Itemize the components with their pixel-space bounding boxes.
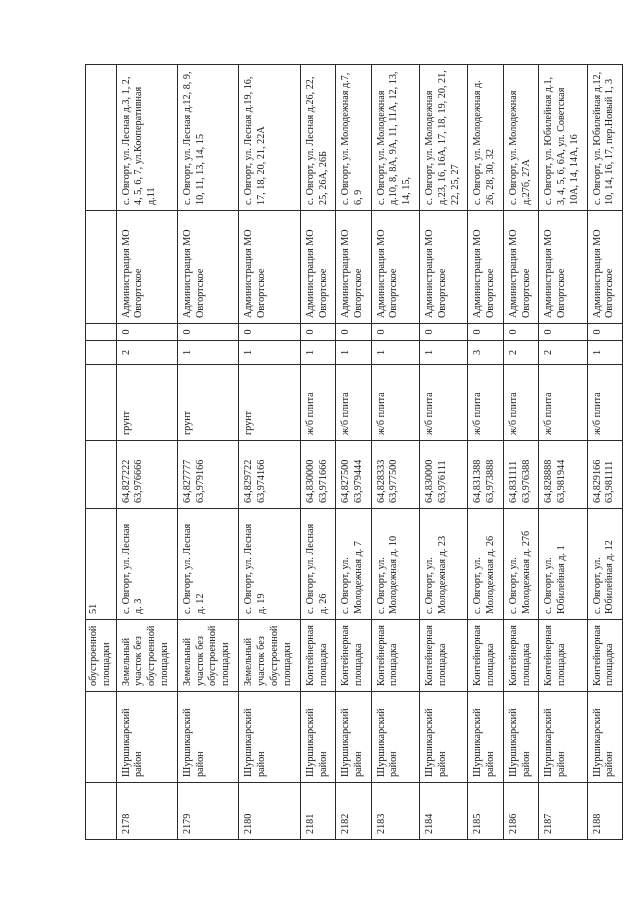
cell-coordinates: 64,831388 63,973888	[468, 441, 503, 509]
cell-site-type: Земельный участок без обустроенной площадки	[177, 620, 238, 692]
cell-planned-count: 0	[503, 324, 538, 341]
cell-served-houses: с. Овгорт, ул. Юбилейная д.1, 3, 4, 5, 6, 6А, ул. Советская 10А, 14, 14А, 16	[539, 65, 587, 211]
cell-district: Шуршикарский район	[300, 692, 335, 783]
cell-administration: Администрация МО Овгортское	[177, 211, 238, 324]
cell-number: 2180	[239, 783, 300, 840]
cell-number: 2181	[300, 783, 335, 840]
cell-district: Шуршикарский район	[587, 692, 622, 783]
cell-number: 2186	[503, 783, 538, 840]
cell-number: 2182	[336, 783, 371, 840]
cell-administration: Администрация МО Овгортское	[539, 211, 587, 324]
cell-empty	[86, 692, 117, 783]
cell-empty	[86, 341, 117, 365]
cell-administration: Администрация МО Овгортское	[587, 211, 622, 324]
cell-container-count: 2	[503, 341, 538, 365]
cell-coordinates: 64,830000 63,976111	[420, 441, 468, 509]
cell-number: 2179	[177, 783, 238, 840]
cell-surface: ж/б плита	[503, 365, 538, 441]
continuation-row	[86, 65, 117, 840]
cell-surface: ж/б плита	[587, 365, 622, 441]
cell-empty	[86, 211, 117, 324]
cell-container-count: 1	[300, 341, 335, 365]
table-row	[177, 65, 238, 840]
cell-container-count: 1	[336, 341, 371, 365]
cell-coordinates: 64,829166 63,981111	[587, 441, 622, 509]
cell-district: Шуршикарский район	[468, 692, 503, 783]
cell-district: Шуршикарский район	[420, 692, 468, 783]
cell-container-count: 1	[239, 341, 300, 365]
cell-planned-count: 0	[336, 324, 371, 341]
cell-number: 2185	[468, 783, 503, 840]
cell-site-type: Контейнерная площадка	[587, 620, 622, 692]
cell-administration: Администрация МО Овгортское	[239, 211, 300, 324]
cell-address: с. Овгорт, ул. Молодежная д. 26	[468, 509, 503, 620]
cell-planned-count: 0	[587, 324, 622, 341]
cell-coordinates: 64,828888 63,981944	[539, 441, 587, 509]
cell-district: Шуршикарский район	[336, 692, 371, 783]
table-row	[300, 65, 335, 840]
cell-site-type: Контейнерная площадка	[503, 620, 538, 692]
cell-served-houses: с. Овгорт, ул. Лесная д.19, 16, 17, 18, 20, 21, 22А	[239, 65, 300, 211]
cell-empty	[86, 65, 117, 211]
cell-number: 2183	[371, 783, 419, 840]
cell-administration: Администрация МО Овгортское	[468, 211, 503, 324]
cell-served-houses: с. Овгорт, ул. Юбилейная д.12, 10, 14, 16, 17, пер.Новый 1, 3	[587, 65, 622, 211]
cell-empty	[86, 324, 117, 341]
cell-container-count: 1	[420, 341, 468, 365]
cell-administration: Администрация МО Овгортское	[300, 211, 335, 324]
cell-coordinates: 64,827777 63,979166	[177, 441, 238, 509]
cell-address: с. Овгорт, ул. Юбилейная д. 1	[539, 509, 587, 620]
cell-container-count: 1	[177, 341, 238, 365]
cell-address: с. Овгорт, ул. Лесная д. 19	[239, 509, 300, 620]
rotated-table-sheet	[85, 65, 623, 840]
cell-planned-count: 0	[239, 324, 300, 341]
cell-address: с. Овгорт, ул. Лесная д. 3	[116, 509, 177, 620]
cell-served-houses: с. Овгорт, ул. Молодежная д.7, 6, 9	[336, 65, 371, 211]
cell-address: с. Овгорт, ул. Лесная д. 26	[300, 509, 335, 620]
cell-site-type: Земельный участок без обустроенной площадки	[239, 620, 300, 692]
cell-container-count: 1	[371, 341, 419, 365]
waste-sites-registry-table	[85, 64, 623, 840]
cell-site-type: Контейнерная площадка	[300, 620, 335, 692]
cell-coordinates: 64,830000 63,971666	[300, 441, 335, 509]
cell-coordinates: 64,831111 63,976388	[503, 441, 538, 509]
cell-site-type: Контейнерная площадка	[371, 620, 419, 692]
table-row	[587, 65, 622, 840]
cell-address: с. Овгорт, ул. Молодежная д. 10	[371, 509, 419, 620]
cell-served-houses: с. Овгорт, ул. Лесная д.26, 22, 25, 26А, 26Б	[300, 65, 335, 211]
cell-address: с. Овгорт, ул. Молодежная д. 7	[336, 509, 371, 620]
cell-container-count: 2	[116, 341, 177, 365]
cell-address: с. Овгорт, ул. Лесная д. 12	[177, 509, 238, 620]
cell-district: Шуршикарский район	[371, 692, 419, 783]
cell-surface: грунт	[116, 365, 177, 441]
cell-coordinates: 64,827222 63,976666	[116, 441, 177, 509]
cell-coordinates: 64,829722 63,974166	[239, 441, 300, 509]
cell-site-type: Контейнерная площадка	[468, 620, 503, 692]
cell-planned-count: 0	[300, 324, 335, 341]
cell-surface: ж/б плита	[539, 365, 587, 441]
cell-site-type: Контейнерная площадка	[420, 620, 468, 692]
cell-planned-count: 0	[177, 324, 238, 341]
table-row	[116, 65, 177, 840]
cell-served-houses: с. Овгорт, ул. Молодежная д.10, 8, 8А, 9А, 11, 11А, 12, 13, 14, 15,	[371, 65, 419, 211]
cell-type-continuation: обустроенной площадки	[86, 620, 117, 692]
cell-surface: ж/б плита	[336, 365, 371, 441]
cell-served-houses: с. Овгорт, ул. Лесная д.3, 1, 2, 4, 5, 6, 7, ул.Кооперативная д.11	[116, 65, 177, 211]
cell-district: Шуршикарский район	[239, 692, 300, 783]
cell-administration: Администрация МО Овгортское	[371, 211, 419, 324]
cell-served-houses: с. Овгорт, ул. Молодежная д.23, 16, 16А, 17, 18, 19, 20, 21, 22, 25, 27	[420, 65, 468, 211]
cell-empty	[86, 783, 117, 840]
cell-surface: ж/б плита	[468, 365, 503, 441]
table-row	[503, 65, 538, 840]
cell-district: Шуршикарский район	[503, 692, 538, 783]
cell-district: Шуршикарский район	[116, 692, 177, 783]
table-row	[336, 65, 371, 840]
cell-container-count: 1	[587, 341, 622, 365]
cell-surface: ж/б плита	[420, 365, 468, 441]
cell-site-type: Контейнерная площадка	[336, 620, 371, 692]
table-row	[371, 65, 419, 840]
cell-empty	[86, 441, 117, 509]
cell-site-type: Земельный участок без обустроенной площадки	[116, 620, 177, 692]
cell-empty	[86, 365, 117, 441]
cell-number: 2184	[420, 783, 468, 840]
cell-number: 2187	[539, 783, 587, 840]
cell-surface: грунт	[177, 365, 238, 441]
table-row	[239, 65, 300, 840]
cell-address: с. Овгорт, ул. Молодежная д. 27б	[503, 509, 538, 620]
cell-surface: грунт	[239, 365, 300, 441]
cell-administration: Администрация МО Овгортское	[116, 211, 177, 324]
cell-planned-count: 0	[468, 324, 503, 341]
cell-planned-count: 0	[116, 324, 177, 341]
cell-served-houses: с. Овгорт, ул. Молодежная д.27б, 27А	[503, 65, 538, 211]
cell-planned-count: 0	[371, 324, 419, 341]
cell-administration: Администрация МО Овгортское	[336, 211, 371, 324]
cell-served-houses: с. Овгорт, ул. Молодежная д. 26, 28, 30, 32	[468, 65, 503, 211]
cell-address: с. Овгорт, ул. Юбилейная д. 12	[587, 509, 622, 620]
cell-district: Шуршикарский район	[539, 692, 587, 783]
cell-administration: Администрация МО Овгортское	[503, 211, 538, 324]
cell-coordinates: 64,828333 63,977500	[371, 441, 419, 509]
cell-container-count: 3	[468, 341, 503, 365]
cell-number: 2178	[116, 783, 177, 840]
cell-address-continuation: 51	[86, 509, 117, 620]
cell-address: с. Овгорт, ул. Молодежная д. 23	[420, 509, 468, 620]
cell-container-count: 2	[539, 341, 587, 365]
cell-administration: Администрация МО Овгортское	[420, 211, 468, 324]
cell-number: 2188	[587, 783, 622, 840]
cell-surface: ж/б плита	[371, 365, 419, 441]
cell-surface: ж/б плита	[300, 365, 335, 441]
cell-planned-count: 0	[420, 324, 468, 341]
cell-served-houses: с. Овгорт, ул. Лесная д.12, 8, 9, 10, 11, 13, 14, 15	[177, 65, 238, 211]
cell-planned-count: 0	[539, 324, 587, 341]
table-row	[468, 65, 503, 840]
cell-district: Шуршикарский район	[177, 692, 238, 783]
cell-coordinates: 64,827500 63,979444	[336, 441, 371, 509]
cell-site-type: Контейнерная площадка	[539, 620, 587, 692]
table-row	[420, 65, 468, 840]
table-row	[539, 65, 587, 840]
